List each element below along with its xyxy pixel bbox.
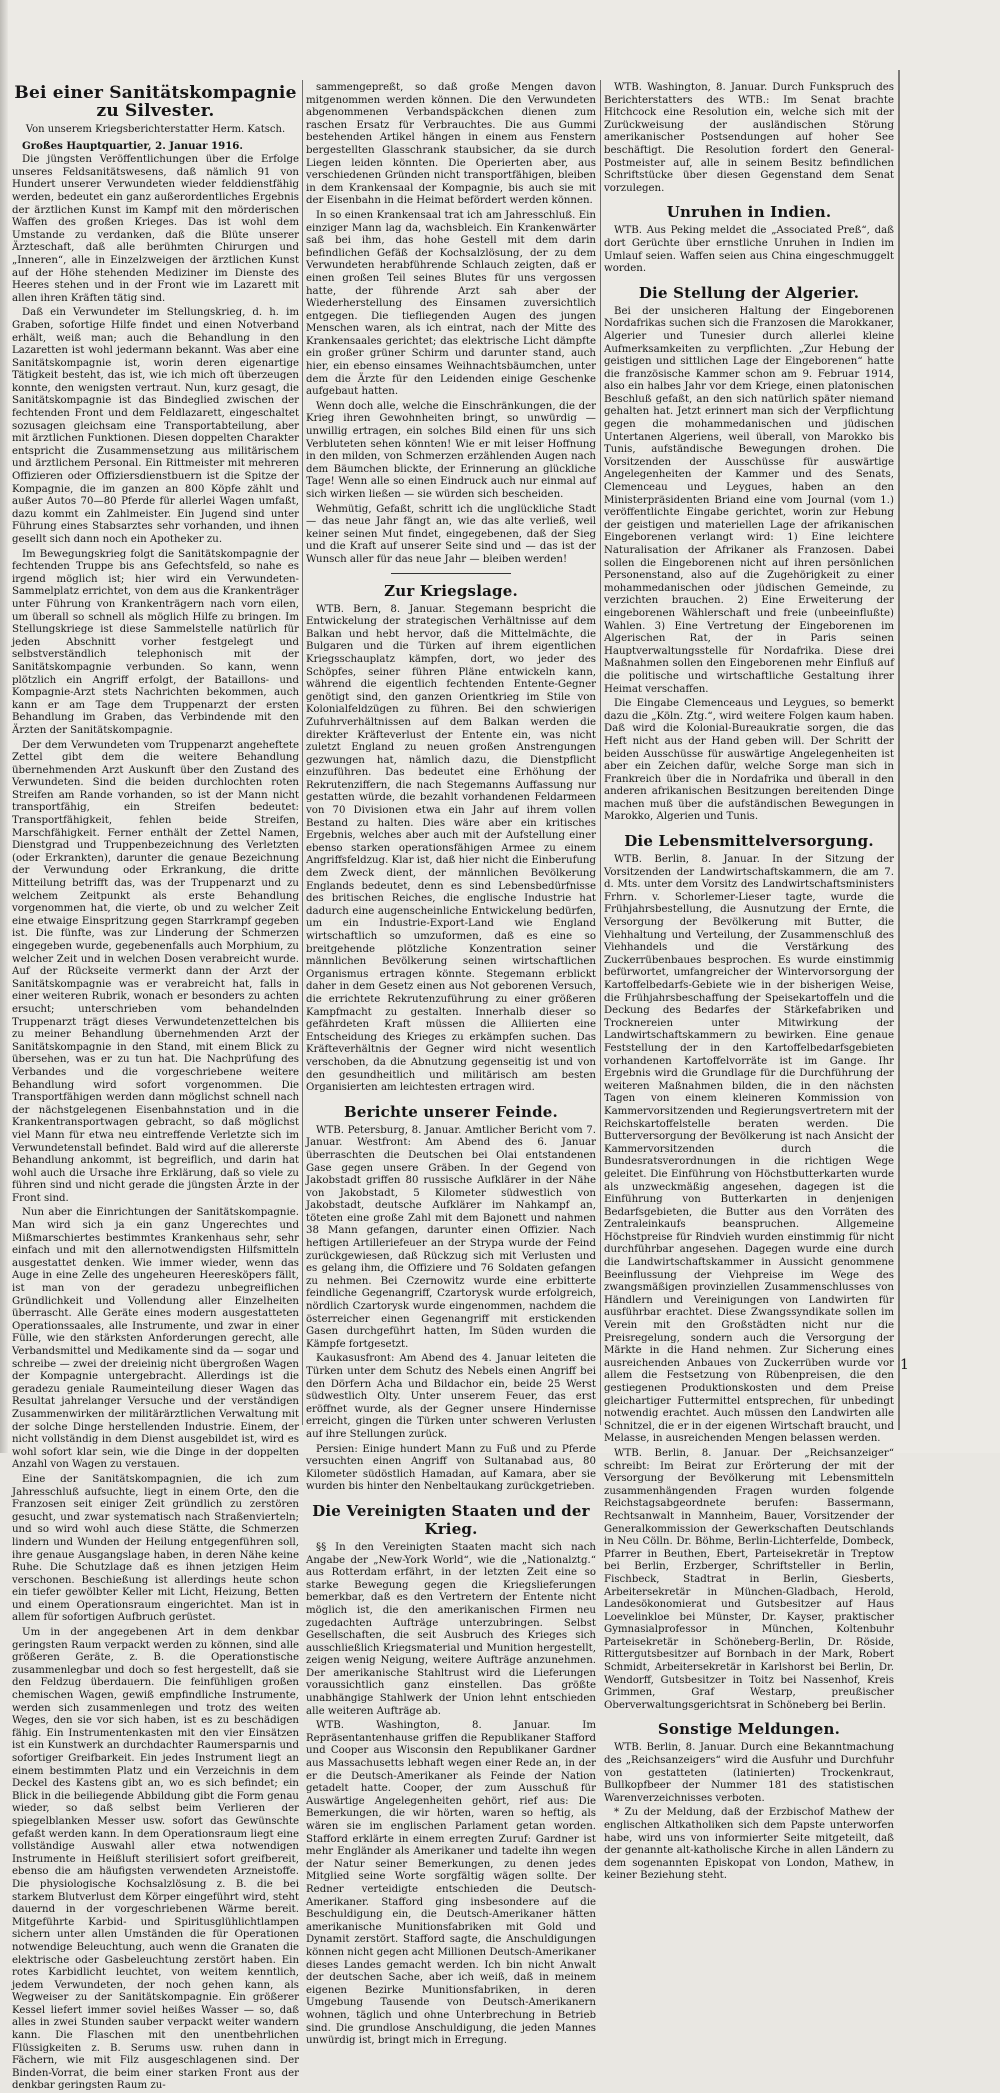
section-heading-vereinigte-staaten: Die Vereinigten Staaten und der Krieg. (312, 1501, 590, 1538)
paragraph: Wenn doch alle, welche die Einschränkungen, die der Krieg ihren Gewohnheiten bringt, so unwürdig — unwillig ertragen, ein solches Bild einen für uns sich Verbluteten sehen könnten! Wie er mit leiser Hoffnung in den milden, von Schmerzen erzählenden Augen nach dem Bäumchen blickte, der Erinnerung an glückliche Tage! Wenn alle so einen Eindruck auch nur einmal auf sich wirken ließen — sie würden sich bescheiden. (306, 400, 596, 500)
scan-edge (0, 0, 8, 1453)
section-heading-lebensmittel: Die Lebensmittelversorgung. (624, 832, 874, 851)
article-title: Bei einer Sanitätskompagnie zu Silvester. (14, 83, 297, 121)
column-2 (306, 82, 596, 2047)
margin-mark: 1 (900, 1357, 909, 1373)
separator (391, 573, 511, 574)
paragraph: sammengepreßt, so daß große Mengen davon mitgenommen werden können. Die den Verwundeten abgenommenen Verbandspäckchen dienen zum raschen Ersatz für Verbrauchtes. Die aus Gummi bestehenden Artikel hängen in einem aus Fenstern bergestellten Glasschrank staubsicher, da sie durch Liegen leiden könnten. Die Operierten aber, aus verschiedenen Gründen nicht transportfähigen, bleiben in dem Krankensaal der Kompagnie, bis auch sie mit der Eisenbahn in die Heimat befördert werden können. (306, 82, 596, 207)
paragraph: Eine der Sanitätskompagnien, die ich zum Jahresschluß aufsuchte, liegt in einem Orte, den die Franzosen seit einiger Zeit gründlich zu zerstören gesucht, und zwar systematisch nach Straßenvierteln; und so wird wohl auch diese Stätte, die Schmerzen lindern und Wunden der Heilung entgegenführen soll, ihre genaue Ausgangslage haben, in deren Nähe keine Ruhe. Die Schutzlage daß es ihnen jetzigen Heim verschonen. Beschießung ist allerdings heute schon ein tiefer gewölbter Keller mit Licht, Heizung, Betten und einem Operationsraum eingerichtet. Man ist in allem für sofortigen Aufbruch gerüstet. (12, 1473, 299, 1624)
column-rule (600, 80, 601, 1425)
paragraph: Persien: Einige hundert Mann zu Fuß und zu Pferde versuchten einen Angriff von Sultanabad aus, 80 Kilometer südöstlich Hamadan, auf Kamara, aber sie wurden bis hinter den Nenbeltaukang zurückgetrieben. (306, 1443, 596, 1493)
paragraph: Bei der unsicheren Haltung der Eingeborenen Nordafrikas suchen sich die Franzosen die Marokkaner, Algerier und Tunesier durch allerlei kleine Aufmerksamkeiten zu verpflichten. „Zur Hebung der geistigen und sittlichen Lage der Eingeborenen“ hatte die französische Kammer schon am 9. Februar 1914, also ein halbes Jahr vor dem Kriege, einen platonischen Beschluß gefaßt, an den sich natürlich später niemand gehalten hat. Jetzt erinnert man sich der Verpflichtung gegen die mohammedanischen und jüdischen Untertanen Algeriens, weil überall, von Marokko bis Tunis, aufständische Bewegungen drohen. Die Vorsitzenden der Ausschüsse für auswärtige Angelegenheiten der Kammer und des Senats, Clemenceau und Leygues, haben an den Ministerpräsidenten Briand eine vom Journal (vom 1.) veröffentlichte Eingabe gerichtet, worin zur Hebung der geistigen und materiellen Lage der afrikanischen Eingeborenen verlangt wird: 1) Eine leichtere Naturalisation der Afrikaner als Franzosen. Dabei sollen die Eingeborenen nicht auf ihren persönlichen Personenstand, also auf die Zugehörigkeit zu einer mohammedanischen oder jüdischen Gemeinde, zu verzichten brauchen. 2) Eine Erweiterung der eingeborenen Wählerschaft und freie (unbeeinflußte) Wahlen. 3) Eine Vertretung der Eingeborenen im Algerischen Rat, der in Paris seinen Hauptverwaltungsstelle für Nordafrika. Diese drei Maßnahmen sollen den Eingeborenen mehr Einfluß auf die politische und wirtschaftliche Gestaltung ihrer Heimat verschaffen. (604, 305, 894, 695)
section-heading-indien: Unruhen in Indien. (666, 203, 832, 222)
section-heading-sonstige: Sonstige Meldungen. (657, 1720, 841, 1739)
article-byline: Von unserem Kriegsberichterstatter Herm. Katsch. (25, 124, 286, 135)
paragraph: WTB. Washington, 8. Januar. Durch Funkspruch des Berichterstatters des WTB.: Im Senat brachte Hitchcock eine Resolution ein, welche sich mit der Zurückweisung der ausländischen Störung amerikanischer Postsendungen auf hoher See beschäftigt. Die Resolution fordert den General-Postmeister auf, alle in seinem Besitz befindlichen Schriftstücke über diesen Gegenstand dem Senat vorzulegen. (604, 82, 894, 194)
paragraph: Im Bewegungskrieg folgt die Sanitätskompagnie der fechtenden Truppe bis ans Gefechtsfeld, so nahe es irgend möglich ist; hier wird ein Verwundeten-Sammelplatz errichtet, von dem aus die Krankenträger unter Führung von Krankenträgern nach vorn eilen, um überall so schnell als möglich Hilfe zu bringen. Im Stellungskriege ist diese Sammelstelle natürlich für jeden Abschnitt vorher festgelegt und selbstverständlich telephonisch mit der Sanitätskompagnie verbunden. So kann, wenn plötzlich ein Angriff erfolgt, der Bataillons- und Kompagnie-Arzt stets Nachrichten bekommen, auch kann er am Tage dem Truppenarzt der ersten Behandlung im Graben, das Verbindende mit den Ärzten der Sanitätskompagnie. (12, 548, 299, 736)
paragraph: Daß ein Verwundeter im Stellungskrieg, d. h. im Graben, sofortige Hilfe findet und einen Notverband erhält, weiß man; auch die Behandlung in den Lazaretten ist wohl jedermann bekannt. Was aber eine Sanitätskompagnie ist, worin deren eigenartige Tätigkeit besteht, das ist, wie ich mich oft überzeugen konnte, den wenigsten vertraut. Nun, kurz gesagt, die Sanitätskompagnie ist das Bindeglied zwischen der fechtenden Front und dem Feldlazarett, eingeschaltet sozusagen gleichsam eine Transportabteilung, aber mit ärztlichen Funktionen. Diesen doppelten Charakter entspricht die Zusammensetzung aus militärischem und ärztlichem Personal. Ein Rittmeister mit mehreren Offizieren oder Offiziersdienstbuern ist die Spitze der Kompagnie, die im ganzen an 800 Köpfe zählt und außer Autos 70—80 Pferde für allerlei Wagen umfaßt, dazu kommt ein Zahlmeister. Ein Jugend sind unter Führung eines Stabsarztes sehr vorhanden, und ihnen gesellt sich dann noch ein Apotheker zu. (12, 307, 299, 545)
paragraph: Die jüngsten Veröffentlichungen über die Erfolge unseres Feldsanitätswesens, daß nämlich 91 von Hundert unserer Verwundeten wieder felddienstfähig werden, bedeutet ein ganz außerordentliches Ergebnis der ärztlichen Kunst im Kampf mit den mörderischen Waffen des großen Krieges. Das ist wohl dem Umstande zu verdanken, daß die Blüte unserer Ärzteschaft, daß alle berühmten Chirurgen und „Inneren“, alle in Einzelzweigen der ärztlichen Kunst auf der Höhe stehenden Mediziner im Dienste des Heeres stehen und in der Front wie im Lazarett mit allen ihren Kräften tätig sind. (12, 154, 299, 304)
paragraph: WTB. Bern, 8. Januar. Stegemann bespricht die Entwickelung der strategischen Verhältnisse auf dem Balkan und hebt hervor, daß die Mittelmächte, die Bulgaren und die Türken auf ihrem eigentlichen Kriegsschauplatz kämpfen, dort, wo jeder des Schöpfes, seiner führen Pläne entwickeln kann, während die eigentlich fechtenden Entente-Gegner genötigt sind, den ganzen Orientkrieg im Stile von Kolonialfeldzügen zu führen. Bei den schwierigen Zufuhrverhältnissen auf dem Balkan werden die direkter Kräfteverlust der Entente ein, was nicht zuletzt England zu neuen großen Anstrengungen gezwungen hat, nämlich dazu, die Dienstpflicht einzuführen. Das bedeutet eine Erhöhung der Rekrutenziffern, die nach Stegemanns Auffassung nur gestatten würde, die bezahlt vorhandenen Feldarmeen von 70 Divisionen etwa ein Jahr auf ihrem vollen Bestand zu halten. Dies wäre aber ein kritisches Ergebnis, welches aber auch mit der Aufstellung einer ebenso starken operationsfähigen Armee zu einem Angriffsfeldzug. Klar ist, daß hier nicht die Einberufung dem Zweck dient, der männlichen Bevölkerung Englands bedeutet, denn es sind Lebensbedürfnisse des britischen Reiches, die englische Industrie hat dadurch eine augenscheinliche Entwickelung bedürfen, um ein Industrie-Export-Land wie England wirtschaftlich so umzuformen, daß es eine so breitgehende plötzliche Konzentration seiner männlichen Bevölkerung seinen wirtschaftlichen Organismus ertragen könnte. Stegemann erblickt daher in dem Gesetz einen aus Not geborenen Versuch, die errichtete Rekrutenzuführung zu einer größeren Kampfmacht zu gestalten. Innerhalb dieser so gefährdeten Kraft müssen die Alliierten eine Entscheidung des Krieges zu erkämpfen suchen. Das Kräfteverhältnis der Gegner wird nicht wesentlich verschoben, da die Abnutzung gegenseitig ist und von den gesundheitlich und militärisch am besten Organisierten am leichtesten ertragen wird. (306, 603, 596, 1094)
paragraph: Die Eingabe Clemenceaus und Leygues, so bemerkt dazu die „Köln. Ztg.“, wird weitere Folgen kaum haben. Daß wird die Kolonial-Bureaukratie sorgen, die das Heft nicht aus der Hand geben will. Der Schritt der beiden Ausschüsse für auswärtige Angelegenheiten ist aber ein Zeichen dafür, welche Sorge man sich in Frankreich über die in Nordafrika und überall in den anderen afrikanischen Besitzungen bereitenden Dinge machen muß über die aufständischen Bewegungen in Marokko, Algerien und Tunis. (604, 698, 894, 823)
paragraph: * Zu der Meldung, daß der Erzbischof Mathew der englischen Altkatholiken sich dem Papste unterworfen habe, wird uns von informierter Seite mitgeteilt, daß der genannte alt-katholische Kirche in allen Ländern zu dem sogenannten Episkopat von London, Mathew, in keiner Beziehung steht. (604, 1807, 894, 1882)
article-dateline: Großes Hauptquartier, 2. Januar 1916. (22, 139, 243, 152)
paragraph: Der dem Verwundeten vom Truppenarzt angeheftete Zettel gibt dem die weitere Behandlung übernehmenden Arzt Auskunft über den Zustand des Verwundeten. Sind die beiden durchlochten roten Streifen am Rande vorhanden, so ist der Mann nicht transportfähig, ein Streifen bedeutet: Transportfähigkeit, fehlen beide Streifen, Marschfähigkeit. Ferner enthält der Zettel Namen, Dienstgrad und Truppenbezeichnung des Verletzten (oder Erkrankten), darunter die genaue Bezeichnung der Verwundung oder Erkrankung, die dritte Mitteilung betrifft das, was der Truppenarzt und zu welchem Zeitpunkt als erste Behandlung vorgenommen hat, die vierte, ob und zu welcher Zeit eine etwaige Einspritzung gegen Starrkrampf gegeben ist. Die fünfte, was zur Linderung der Schmerzen eingegeben wurde, gegebenenfalls auch Morphium, zu welcher Zeit und in welchen Dosen verabreicht wurde. Auf der Rückseite vermerkt dann der Arzt der Sanitätskompagnie was er verabreicht hat, falls in einer weiteren Rubrik, wonach er besonders zu achten ersucht; unterschrieben vom behandelnden Truppenarzt trägt dieses Verwundetenzettelchen bis zu meiner Behandlung übernehmenden Arzt der Sanitätskompagnie in den Stand, mit einem Blick zu übersehen, was er zu tun hat. Die Nachprüfung des Verbandes und die vorgeschriebene weitere Behandlung wird sofort vorgenommen. Die Transportfähigen werden dann möglichst schnell nach der nächstgelegenen Eisenbahnstation und in die Krankentransportwagen gebracht, so daß möglichst viel Mann für etwa neu eintreffende Verletzte sich im Verwundetenstall befindet. Bald wird auf die allererste Behandlung ankommt, ist begreiflich, und darin hat wohl auch die Ursache ihre Erklärung, daß so viele zu führen sind und nicht gerade die jüngsten Ärzte in der Front sind. (12, 739, 299, 1204)
paragraph: WTB. Petersburg, 8. Januar. Amtlicher Bericht vom 7. Januar. Westfront: Am Abend des 6. Januar überraschten die Deutschen bei Olai entstandenen Gase gegen unsere Gräben. In der Gegend von Jakobstadt griffen 80 russische Aufklärer in der Nähe von Jakobstadt, 5 Kilometer südwestlich von Jakobstadt, deutsche Aufklärer im Nahkampf an, töteten eine große Zahl mit dem Bajonett und nahmen 38 Mann gefangen, darunter einen Offizier. Nach heftigen Artilleriefeuer an der Strypa wurde der Feind zurückgewiesen, daß Rückzug sich mit Verlusten und es gelang ihm, die Offiziere und 76 Soldaten gefangen zu nehmen. Bei Czernowitz wurde eine erbitterte feindliche Gegenangriff, Czartorysk wurde erfolgreich, nördlich Czartorysk wurde eingenommen, nachdem die österreicher einen Gegenangriff mit erstickenden Gasen durchgeführt hatten, Im Süden wurden die Kämpfe fortgesetzt. (306, 1124, 596, 1350)
page-edge (898, 70, 900, 1430)
section-heading-algerier: Die Stellung der Algerier. (638, 283, 860, 302)
paragraph: WTB. Berlin, 8. Januar. Durch eine Bekanntmachung des „Reichsanzeigers“ wird die Ausfuhr und Durchfuhr von gestatteten (latinierten) Trockenkraut, Bullkopfbeer der Nummer 181 des statistischen Warenverzeichnisses verboten. (604, 1742, 894, 1804)
column-rule (302, 80, 303, 1425)
paragraph: WTB. Berlin, 8. Januar. In der Sitzung der Vorsitzenden der Landwirtschaftskammern, die am 7. d. Mts. unter dem Vorsitz des Landwirtschaftsministers Frhrn. v. Schorlemer-Lieser tagte, wurde die Frühjahrsbestellung, die Ausnutzung der Ernte, die Versorgung der Bevölkerung mit Butter, die Viehhaltung und Verteilung, der Zusammenschluß des Viehhandels und die Verstärkung des Zuckerrübenbaues besprochen. Es wurde einstimmig befürwortet, umfangreicher der Wintervorsorgung der Kartoffelbedarfs-Gebiete wie in der bisherigen Weise, die Frühjahrsbeschaffung der Speisekartoffeln und die Deckung des Bedarfes der Stärkefabriken und Trocknereien unter Mitwirkung der Landwirtschaftskammern zu bewirken. Eine genaue Feststellung der in den Kartoffelbedarfsgebieten vorhandenen Kartoffelvorräte ist im Gange. Ihr Ergebnis wird die Grundlage für die Durchführung der weiteren Maßnahmen bilden, die in den nächsten Tagen von einem kleineren Kommission von Kammervorsitzenden und Regierungsvertretern mit der Reichskartoffelstelle beraten werden. Die Butterversorgung der Bevölkerung ist nach Ansicht der Kammervorsitzenden durch die Bundesratsverordnungen in die richtigen Wege geleitet. Die Einführung von Höchstbutterkarten wurde als unzweckmäßig angesehen, dagegen ist die Einführung von Butterkarten in denjenigen Bedarfsgebieten, die Butter aus den Vorräten des Zentraleinkaufs beanspruchen. Allgemeine Höchstpreise für Rindvieh wurden einstimmig für nicht durchführbar angesehen. Dagegen wurde eine durch die Landwirtschaftskammer in Aussicht genommene Beeinflussung der Viehpreise im Wege des zwangsmäßigen provinziellen Zusammenschlusses von Händlern und Vereinigungen von Landwirten für ausführbar erachtet. Diese Zwangssyndikate sollen im Verein mit den Großstädten nicht nur die Preisregelung, sondern auch die Versorgung der Märkte in die Hand nehmen. Zur Sicherung eines ausreichenden Anbaues von Zuckerrüben wurde vor allem die Festsetzung von Rübenpreisen, die den gestiegenen Produktionskosten und dem Preise gleichartiger Futtermittel entsprechen, für unbedingt notwendig erachtet. Auch müssen den Landwirten alle Schnitzel, die er in der eigenen Wirtschaft braucht, und Melasse, in ausreichenden Mengen belassen werden. (604, 854, 894, 1445)
paragraph: WTB. Berlin, 8. Januar. Der „Reichsanzeiger“ schreibt: Im Beirat zur Erörterung der mit der Versorgung der Bevölkerung mit Lebensmitteln zusammenhängenden Fragen wurden folgende Reichstagsabgeordnete berufen: Bassermann, Rechtsanwalt in Mannheim, Bauer, Vorsitzender der Generalkommission der Gewerkschaften Deutschlands in Neu Cölln. Dr. Böhme, Berlin-Lichterfelde, Dombeck, Pfarrer in Beuthen, Ebert, Parteisekretär in Treptow bei Berlin, Erzberger, Schriftsteller in Berlin, Fischbeck, Stadtrat in Berlin, Giesberts, Arbeitersekretär in München-Gladbach, Herold, Landesökonomierat und Gutsbesitzer auf Haus Loevelinkloe bei Münster, Dr. Kayser, praktischer Gymnasialprofessor in München, Koltenbuhr Parteisekretär in Schöneberg-Berlin, Dr. Röside, Rittergutsbesitzer auf Bornbach in der Mark, Robert Schmidt, Arbeitersekretär in Karlshorst bei Berlin, Dr. Wendorff, Gutsbesitzer in Toitz bei Nassenhof, Kreis Grimmen, Graf Westarp, preußischer Oberverwaltungsgerichtsrat in Schöneberg bei Berlin. (604, 1447, 894, 1711)
paragraph: WTB. Aus Peking meldet die „Associated Preß“, daß dort Gerüchte über ernstliche Unruhen in Indien im Umlauf seien. Waffen seien aus China eingeschmuggelt worden. (604, 225, 894, 275)
paragraph: Kaukasusfront: Am Abend des 4. Januar leiteten die Türken unter dem Schutz des Nebels einen Angriff bei den Dörfern Acha und Bildachor ein, beide 25 Werst südwestlich Olty. Unter unserem Feuer, das erst eröffnet wurde, als der Gegner unsere Hindernisse erreicht, gingen die Türken unter schweren Verlusten auf ihre Stellungen zurück. (306, 1353, 596, 1440)
paragraph: In so einen Krankensaal trat ich am Jahresschluß. Ein einziger Mann lag da, wachsbleich. Ein Krankenwärter saß bei ihm, das hohe Gestell mit dem darin befindlichen Gefäß der Kochsalzlösung, der zu dem Verwundeten herabführende Schlauch zeigten, daß er einen großen Teil seines Blutes für uns vergossen hatte, der führende Arzt sah aber der Wiederherstellung des Einsamen zuversichtlich entgegen. Die tiefliegenden Augen des jungen Menschen waren, als ich eintrat, nach der Mitte des Krankensaales gerichtet; das elektrische Licht dämpfte ein großer grüner Schirm und darunter stand, auch hier, ein ebenso einsames Weihnachtsbäumchen, unter dem die Ärzte für den Leidenden einige Geschenke aufgebaut hatten. (306, 209, 596, 398)
paragraph: WTB. Washington, 8. Januar. Im Repräsentantenhause griffen die Republikaner Stafford und Cooper aus Wisconsin den Republikaner Gardner aus Massachusetts lebhaft wegen einer Rede an, in der er die Deutsch-Amerikaner als Feinde der Nation getadelt hatte. Cooper, der zum Ausschuß für Auswärtige Angelegenheiten gehört, rief aus: Die Bemerkungen, die wir hörten, waren so heftig, als wären sie im englischen Parlament getan worden. Stafford erklärte in einem erregten Zuruf: Gardner ist mehr Engländer als Amerikaner und tadelte ihn wegen der Natur seiner Bemerkungen, zu denen jedes Mitglied seine Worte sorgfältig wägen sollte. Der Redner verteidigte entschieden die Deutsch-Amerikaner. Stafford ging insbesondere auf die Beschuldigung ein, die Deutsch-Amerikaner hätten amerikanische Munitionsfabriken mit Gold und Dynamit zerstört. Stafford sagte, die Anschuldigungen können nicht gegen acht Millionen Deutsch-Amerikaner dieses Landes gemacht werden. Ich bin nicht Anwalt der deutschen Sache, aber ich weiß, daß in meinem eigenen Bezirke Munitionsfabriken, in deren Umgebung Tausende von Deutsch-Amerikanern wohnen, täglich und ohne Unterbrechung in Betrieb sind. Die grundlose Anschuldigung, die jeden Mannes unwürdig ist, bringt mich in Erregung. (306, 1720, 596, 2047)
column-3 (604, 82, 894, 1882)
paragraph: Um in der angegebenen Art in dem denkbar geringsten Raum verpackt werden zu können, sind alle größeren Geräte, z. B. die Operationstische zusammenlegbar und doch so fest hergestellt, daß sie den Feldzug überdauern. Die feinfühligen großen chemischen Wagen, gewiß empfindliche Instrumente, werden sich zusammenlegen und trotz des weiten Weges, den sie vor sich haben, ist es zu beschädigen fähig. Ein Instrumentenkasten mit den vier Einsätzen ist ein Kunstwerk an durchdachter Raumersparnis und sofortiger Greifbarkeit. Ein jedes Instrument liegt an einem bestimmten Platz und ein Verzeichnis in dem Deckel des Kastens gibt an, wo es sich befindet; ein Blick in die beiliegende Abbildung gibt die Form genau wieder, so daß selbst beim Verlieren der spiegelblanken Messer usw. sofort das Gewünschte gefaßt werden kann. In dem Operationsraum liegt eine vollständige Auswahl aller etwa notwendigen Instrumente in Heißluft sterilisiert sofort greifbereit, ebenso die am häufigsten verwendeten Arzneistoffe. Die physiologische Kochsalzlösung z. B. die bei starkem Blutverlust dem Körper eingeführt wird, steht dauernd in der vorgeschriebenen Wärme bereit. Mitgeführte Karbid- und Spiritusglühlichtlampen sichern unter allen Umständen die für Operationen notwendige Beleuchtung, auch wenn die Granaten die elektrische oder Gasbeleuchtung zerstört haben. Ein rotes Karbidlicht leuchtet, von weitem kenntlich, jedem Verwundeten, der noch gehen kann, als Wegweiser zu der Sanitätskompagnie. Ein größerer Kessel liefert immer soviel heißes Wasser — so, daß alles in zwei Stunden sauber verpackt weiter wandern kann. Die Flaschen mit den unentbehrlichen Flüssigkeiten z. B. Serums usw. ruhen dann in Fächern, wie mit Filz ausgeschlagenen sind. Der Binden-Vorrat, die beim einer starken Front aus der denkbar geringsten Raum zu- (12, 1627, 299, 2092)
paragraph: §§ In den Vereinigten Staaten macht sich nach Angabe der „New-York World“, wie die „Nationalztg.“ aus Rotterdam erfährt, in der letzten Zeit eine so starke Bewegung gegen die Kriegslieferungen bemerkbar, daß es den Vertretern der Entente nicht möglich ist, die den amerikanischen Firmen neu zugedachten Aufträge unterzubringen. Selbst Gesellschaften, die seit Ausbruch des Krieges sich ausschließlich Kriegsmaterial und Munition hergestellt, zeigen wenig Neigung, weitere Aufträge anzunehmen. Der amerikanische Stahltrust wird die Lieferungen voraussichtlich ganz einstellen. Das größte unabhängige Stahlwerk der Union lehnt entschieden alle weiteren Aufträge ab. (306, 1541, 596, 1717)
column-1 (12, 82, 299, 2092)
section-heading-berichte: Berichte unserer Feinde. (344, 1102, 558, 1121)
paragraph: Nun aber die Einrichtungen der Sanitätskompagnie. Man wird sich ja ein ganz Ungerechtes und Mißmarschiertes bestimmtes Krankenhaus sehr, sehr einfach und mit den allernotwendigsten Hilfsmitteln ausgestattet denken. Wie immer wieder, wenn das Auge in eine Zelle des ungeheuren Heeresköpers fällt, ist man von der geradezu unbegreiflichen Gründlichkeit und Vollendung aller Einzelheiten überrascht. Alle Geräte eines modern ausgestatteten Operationssaales, alle Instrumente, und zwar in einer Fülle, wie den stärksten Anforderungen gerecht, alle Verbandsmittel und Medikamente sind da — sogar und schreibe — zwei der dreieinig nicht übergroßen Wagen der Kompagnie untergebracht. Allerdings ist die geradezu geniale Raumeinteilung dieser Wagen das Resultat jahrelanger Versuche und der verständigen Zusammenwirken der militärärztlichen Verwaltung mit der solche Dinge herstellenden Industrie. Einem, der nicht vollständig in dem Dienst ausgebildet ist, wird es wohl sofort klar sein, wie die Dinge in der doppelten Anzahl von Wagen zu verstauen. (12, 1207, 299, 1471)
paragraph: Wehmütig, Gefaßt, schritt ich die unglückliche Stadt — das neue Jahr fängt an, wie das alte verließ, weil keiner seinen Mut findet, eingegebenen, daß der Sieg und die Kraft auf unserer Seite sind und — das ist der Wunsch aller für das neue Jahr — bleiben werden! (306, 503, 596, 565)
section-heading-kriegslage: Zur Kriegslage. (384, 581, 518, 600)
